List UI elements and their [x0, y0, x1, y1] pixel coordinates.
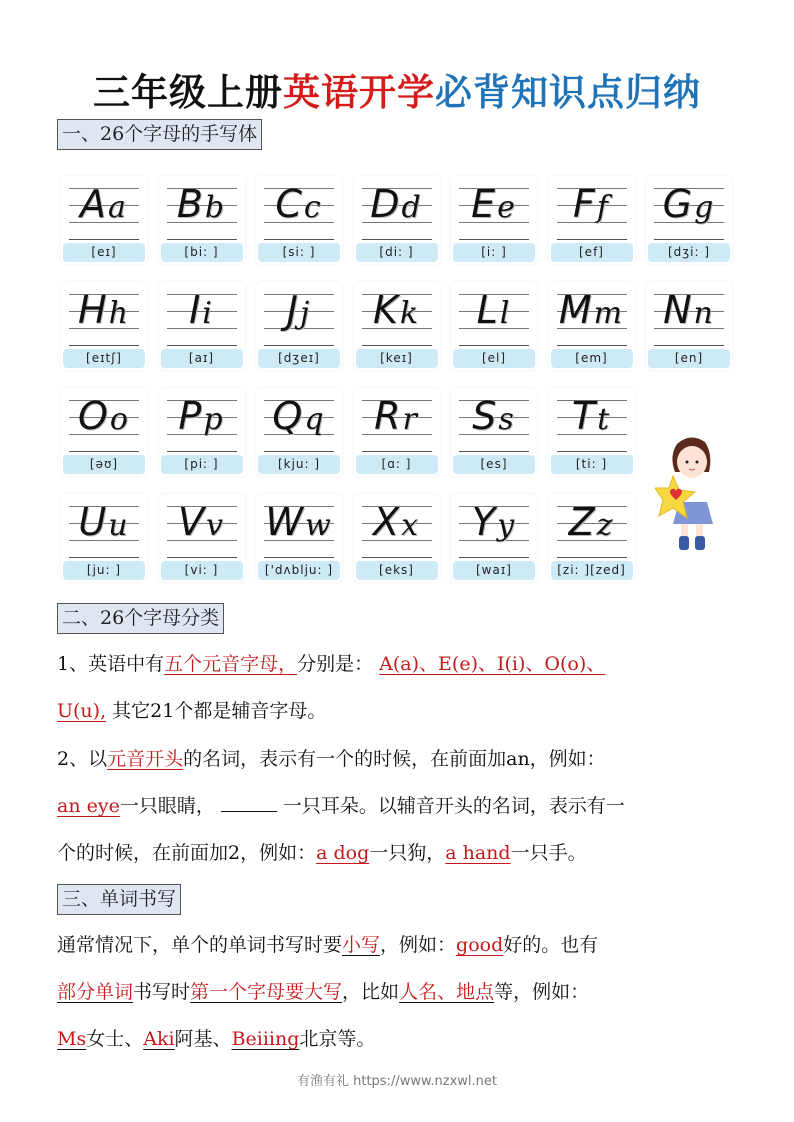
phonetic-label: [eɪtʃ] [63, 349, 145, 368]
handwritten-letter [646, 182, 732, 230]
text: 阿基、 [174, 1028, 232, 1050]
text: 其它21个都是辅音字母。 [112, 700, 327, 722]
highlight-five-vowels: 五个元音字母， [164, 653, 298, 675]
paragraph-articles [57, 736, 747, 877]
handwritten-letter [61, 288, 147, 336]
lowercase-letter: x [401, 508, 420, 543]
handwritten-letter [61, 394, 147, 442]
phonetic-label: [bi: ] [161, 243, 243, 262]
section-heading-handwriting: 一、26个字母的手写体 [57, 119, 262, 150]
title-part-black: 三年级上册 [93, 71, 283, 114]
letter-card-s [451, 388, 537, 476]
uppercase-letter: Z [568, 500, 597, 544]
handwritten-letter [549, 182, 635, 230]
uppercase-letter: I [189, 288, 203, 332]
text: 一只狗， [369, 842, 446, 864]
phonetic-label: [i: ] [453, 243, 535, 262]
highlight-some-words: 部分单词 [57, 981, 134, 1003]
text: 一只眼睛， [119, 795, 215, 817]
lowercase-letter: z [596, 508, 615, 543]
handwritten-letter [159, 182, 245, 230]
lowercase-letter: c [303, 190, 323, 225]
lowercase-letter: m [593, 296, 625, 331]
example-beijing: Beiiing [231, 1028, 300, 1050]
section-heading-classification: 二、26个字母分类 [57, 603, 224, 634]
text: 通常情况下，单个的单词书写时要 [57, 934, 343, 956]
handwritten-letter [159, 394, 245, 442]
uppercase-letter: C [275, 182, 304, 226]
lowercase-letter: d [401, 190, 423, 225]
example-a-dog: a dog [316, 842, 370, 864]
uppercase-letter: S [472, 394, 499, 438]
uppercase-letter: D [370, 182, 402, 226]
footer-watermark: 有渔有礼 https://www.nzxwl.net [296, 1074, 498, 1089]
handwritten-letter [159, 500, 245, 548]
letter-card-d [354, 176, 440, 264]
phonetic-label: [ɑ: ] [356, 455, 438, 474]
phonetic-label: [ti: ] [551, 455, 633, 474]
lowercase-letter: y [497, 508, 517, 543]
text: 个的时候，在前面加2，例如： [57, 842, 317, 864]
lowercase-letter: t [597, 402, 612, 437]
handwritten-letter [256, 500, 342, 548]
letter-card-e [451, 176, 537, 264]
lowercase-letter: f [596, 190, 610, 225]
handwritten-letter [61, 500, 147, 548]
text: 1、英语中有 [57, 653, 165, 675]
title-part-blue: 必背知识点归纳 [435, 71, 701, 114]
lowercase-letter: l [499, 296, 512, 331]
uppercase-letter: T [571, 394, 598, 438]
uppercase-letter: K [372, 288, 400, 332]
lowercase-letter: o [109, 402, 130, 437]
highlight-vowel-start: 元音开头 [107, 748, 184, 770]
letter-card-i [159, 282, 245, 370]
handwritten-letter [159, 288, 245, 336]
phonetic-label: [vi: ] [161, 561, 243, 580]
letter-card-z [549, 494, 635, 582]
lowercase-letter: n [693, 296, 715, 331]
handwritten-letter [549, 394, 635, 442]
text: 2、以 [57, 748, 108, 770]
text: ，比如 [342, 981, 400, 1003]
letter-card-o [61, 388, 147, 476]
phonetic-label: [en] [648, 349, 730, 368]
handwritten-letter [451, 394, 537, 442]
letter-card-q [256, 388, 342, 476]
handwritten-letter [256, 182, 342, 230]
letter-card-l [451, 282, 537, 370]
text: 女士、 [86, 1028, 144, 1050]
lowercase-letter: p [203, 402, 225, 437]
handwritten-letter [256, 394, 342, 442]
highlight-names-places: 人名、地点 [399, 981, 495, 1003]
example-a-hand: a hand [445, 842, 511, 864]
letter-card-x [354, 494, 440, 582]
lowercase-letter: q [304, 402, 326, 437]
phonetic-label: [em] [551, 349, 633, 368]
phonetic-label: [ef] [551, 243, 633, 262]
title-part-red: 英语开学 [283, 71, 435, 114]
paragraph-vowels [57, 641, 747, 735]
handwritten-letter [256, 288, 342, 336]
phonetic-label: [əʊ] [63, 455, 145, 474]
text: 北京等。 [299, 1028, 376, 1050]
phonetic-label: [kju: ] [258, 455, 340, 474]
phonetic-label: [ju: ] [63, 561, 145, 580]
uppercase-letter: O [78, 394, 110, 438]
section-heading-word-writing: 三、单词书写 [57, 884, 181, 915]
letter-card-c [256, 176, 342, 264]
letter-card-w [256, 494, 342, 582]
handwritten-letter [451, 288, 537, 336]
lowercase-letter: e [497, 190, 517, 225]
page-title [0, 62, 794, 116]
highlight-lowercase: 小写 [342, 934, 381, 956]
lowercase-letter: s [498, 402, 516, 437]
letter-card-m [549, 282, 635, 370]
text: ，例如： [380, 934, 457, 956]
text: 的名词，表示有一个的时候，在前面加an，例如： [183, 748, 606, 770]
uppercase-letter: E [471, 182, 498, 226]
phonetic-label: [waɪ] [453, 561, 535, 580]
uppercase-letter: P [178, 394, 204, 438]
example-aki: Aki [143, 1028, 175, 1050]
phonetic-label: [zi: ][zed] [551, 561, 633, 580]
uppercase-letter: H [78, 288, 109, 332]
handwritten-letter [61, 182, 147, 230]
phonetic-label: [el] [453, 349, 535, 368]
handwritten-letter [646, 288, 732, 336]
text: 分别是： [297, 653, 374, 675]
lowercase-letter: j [299, 296, 312, 331]
uppercase-letter: Y [471, 500, 498, 544]
example-good: good [456, 934, 504, 956]
lowercase-letter: i [202, 296, 214, 331]
lowercase-letter: b [204, 190, 227, 225]
letter-card-a [61, 176, 147, 264]
handwritten-letter [354, 394, 440, 442]
uppercase-letter: Q [272, 394, 305, 438]
handwritten-letter [354, 288, 440, 336]
letter-card-r [354, 388, 440, 476]
phonetic-label: [pi: ] [161, 455, 243, 474]
uppercase-letter: V [178, 500, 207, 544]
lowercase-letter: g [694, 190, 716, 225]
handwritten-letter [451, 500, 537, 548]
uppercase-letter: X [373, 500, 402, 544]
example-an-eye: an eye [57, 795, 120, 817]
letter-card-b [159, 176, 245, 264]
handwritten-letter [354, 182, 440, 230]
handwritten-letter [549, 500, 635, 548]
text: 好的。也有 [503, 934, 599, 956]
letter-card-k [354, 282, 440, 370]
paragraph-word-writing [57, 922, 747, 1063]
uppercase-letter: L [476, 288, 500, 332]
uppercase-letter: B [176, 182, 205, 226]
lowercase-letter: v [206, 508, 225, 543]
lowercase-letter: a [108, 190, 128, 225]
text: 一只耳朵。以辅音开头的名词，表示有一 [282, 795, 625, 817]
letter-card-t [549, 388, 635, 476]
letter-card-v [159, 494, 245, 582]
phonetic-label: [keɪ] [356, 349, 438, 368]
text: 一只手。 [510, 842, 587, 864]
phonetic-label: [es] [453, 455, 535, 474]
lowercase-letter: w [304, 508, 333, 543]
letter-card-n [646, 282, 732, 370]
text: 书写时 [133, 981, 191, 1003]
uppercase-letter: J [286, 288, 300, 332]
letter-card-u [61, 494, 147, 582]
text: 等，例如： [494, 981, 590, 1003]
lowercase-letter: u [108, 508, 130, 543]
highlight-vowel-list: A(a)、E(e)、I(i)、O(o)、 [379, 653, 606, 675]
phonetic-label: [si: ] [258, 243, 340, 262]
uppercase-letter: N [663, 288, 694, 332]
letter-card-g [646, 176, 732, 264]
highlight-vowel-u: U(u), [57, 700, 107, 722]
highlight-capitalize-first: 第一个字母要大写 [190, 981, 343, 1003]
uppercase-letter: R [374, 394, 403, 438]
uppercase-letter: A [80, 182, 109, 226]
phonetic-label: [dʒi: ] [648, 243, 730, 262]
fill-in-blank [221, 793, 277, 812]
phonetic-label: [dʒeɪ] [258, 349, 340, 368]
letter-card-h [61, 282, 147, 370]
girl-with-star-illustration [655, 432, 725, 554]
phonetic-label: [eks] [356, 561, 438, 580]
letter-card-p [159, 388, 245, 476]
letter-card-j [256, 282, 342, 370]
uppercase-letter: G [662, 182, 695, 226]
lowercase-letter: h [108, 296, 130, 331]
uppercase-letter: M [558, 288, 594, 332]
letter-card-f [549, 176, 635, 264]
phonetic-label: ['dʌblju: ] [258, 561, 340, 580]
lowercase-letter: k [399, 296, 421, 331]
handwritten-letter [451, 182, 537, 230]
phonetic-label: [di: ] [356, 243, 438, 262]
uppercase-letter: U [78, 500, 109, 544]
handwritten-letter [354, 500, 440, 548]
handwritten-letter [549, 288, 635, 336]
letter-card-y [451, 494, 537, 582]
lowercase-letter: r [402, 402, 419, 437]
phonetic-label: [aɪ] [161, 349, 243, 368]
uppercase-letter: F [573, 182, 597, 226]
phonetic-label: [eɪ] [63, 243, 145, 262]
example-ms: Ms [57, 1028, 87, 1050]
uppercase-letter: W [265, 500, 305, 544]
